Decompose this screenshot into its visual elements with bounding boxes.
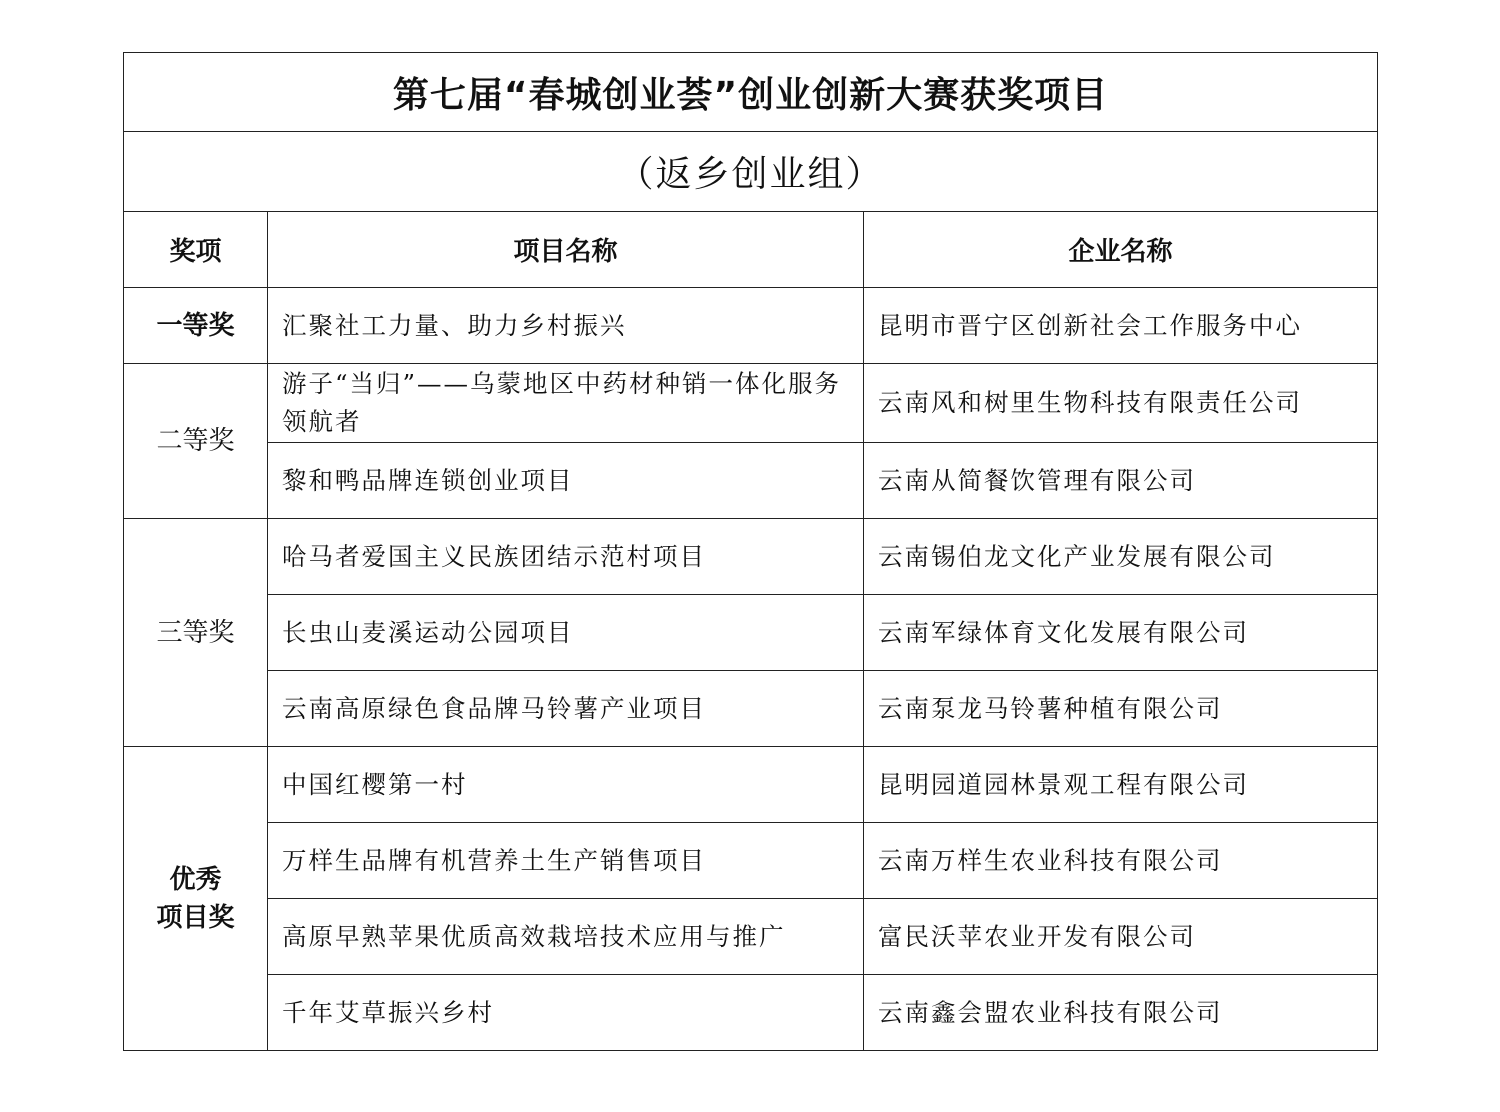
project-name: 哈马者爱国主义民族团结示范村项目 bbox=[268, 519, 864, 595]
award-first bbox=[124, 288, 268, 364]
project-name: 游子“当归”——乌蒙地区中药材种销一体化服务领航者 bbox=[268, 364, 864, 443]
company-name: 云南风和树里生物科技有限责任公司 bbox=[864, 364, 1378, 443]
company-name: 昆明园道园林景观工程有限公司 bbox=[864, 747, 1378, 823]
project-name: 万样生品牌有机营养土生产销售项目 bbox=[268, 823, 864, 899]
table-row bbox=[124, 823, 1378, 899]
document-subtitle: （返乡创业组） bbox=[124, 132, 1378, 212]
award-label: 三等奖 bbox=[156, 617, 235, 648]
project-name: 云南高原绿色食品牌马铃薯产业项目 bbox=[268, 671, 864, 747]
company-name: 云南军绿体育文化发展有限公司 bbox=[864, 595, 1378, 671]
document-title: 第七届“春城创业荟”创业创新大赛获奖项目 bbox=[124, 53, 1378, 132]
company-name: 昆明市晋宁区创新社会工作服务中心 bbox=[864, 288, 1378, 364]
table-row bbox=[124, 899, 1378, 975]
table-row bbox=[124, 671, 1378, 747]
table-row bbox=[124, 519, 1378, 595]
award-table bbox=[123, 52, 1378, 1051]
table-row bbox=[124, 443, 1378, 519]
table-row bbox=[124, 747, 1378, 823]
project-name: 黎和鸭品牌连锁创业项目 bbox=[268, 443, 864, 519]
header-row bbox=[124, 212, 1378, 288]
table-row bbox=[124, 595, 1378, 671]
company-name: 云南泵龙马铃薯种植有限公司 bbox=[864, 671, 1378, 747]
award-label: 一等奖 bbox=[156, 310, 235, 341]
award-second bbox=[124, 364, 268, 519]
award-excellent bbox=[124, 747, 268, 1051]
header-company: 企业名称 bbox=[864, 212, 1378, 288]
award-label: 二等奖 bbox=[156, 426, 235, 456]
header-project: 项目名称 bbox=[268, 212, 864, 288]
table-row bbox=[124, 364, 1378, 443]
award-third bbox=[124, 519, 268, 747]
title-row bbox=[124, 53, 1378, 132]
project-name: 千年艾草振兴乡村 bbox=[268, 975, 864, 1051]
project-name: 长虫山麦溪运动公园项目 bbox=[268, 595, 864, 671]
project-name: 高原早熟苹果优质高效栽培技术应用与推广 bbox=[268, 899, 864, 975]
project-name: 中国红樱第一村 bbox=[268, 747, 864, 823]
table-row bbox=[124, 975, 1378, 1051]
table-row bbox=[124, 288, 1378, 364]
project-name: 汇聚社工力量、助力乡村振兴 bbox=[268, 288, 864, 364]
subtitle-row bbox=[124, 132, 1378, 212]
company-name: 云南从简餐饮管理有限公司 bbox=[864, 443, 1378, 519]
company-name: 云南万样生农业科技有限公司 bbox=[864, 823, 1378, 899]
award-label: 优秀 项目奖 bbox=[156, 864, 235, 933]
company-name: 富民沃苹农业开发有限公司 bbox=[864, 899, 1378, 975]
company-name: 云南鑫会盟农业科技有限公司 bbox=[864, 975, 1378, 1051]
company-name: 云南锡伯龙文化产业发展有限公司 bbox=[864, 519, 1378, 595]
header-award: 奖项 bbox=[124, 212, 268, 288]
